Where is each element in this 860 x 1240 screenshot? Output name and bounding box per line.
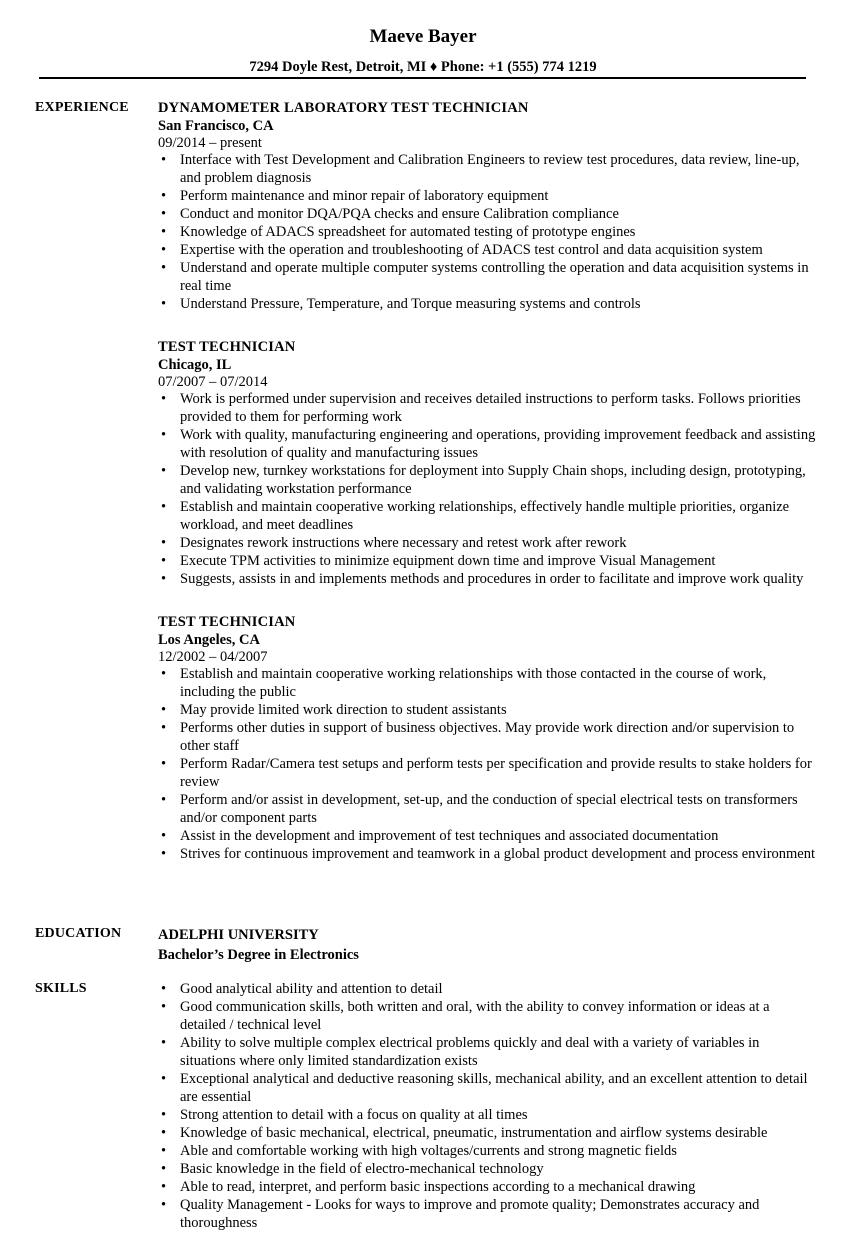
job-entry bbox=[158, 613, 818, 863]
bullet-item: • Assist in the development and improvement of test techniques and associated documentation bbox=[161, 828, 719, 844]
bullet-item: • Strives for continuous improvement and teamwork in a global product development and process environment bbox=[161, 846, 816, 862]
bullet-icon: • bbox=[161, 1125, 167, 1141]
header-divider bbox=[39, 77, 806, 79]
bullet-icon: • bbox=[161, 1071, 167, 1087]
job-location: Los Angeles, CA bbox=[158, 632, 260, 648]
bullet-item: • Performs other duties in support of business objectives. May provide work direction and/or supervision to other staff bbox=[161, 720, 795, 754]
job-title: TEST TECHNICIAN bbox=[158, 339, 296, 355]
bullet-item: • Interface with Test Development and Calibration Engineers to review test procedures, data review, line-up, and problem diagnosis bbox=[161, 152, 800, 186]
degree-name: Bachelor’s Degree in Electronics bbox=[158, 947, 359, 963]
skill-item: • Ability to solve multiple complex electrical problems quickly and deal with a variety of variables in situations where only limited standardization exists bbox=[161, 1035, 760, 1069]
job-location: Chicago, IL bbox=[158, 357, 232, 373]
section-label-education: EDUCATION bbox=[35, 926, 122, 941]
job-bullets bbox=[158, 390, 818, 588]
bullet-icon: • bbox=[161, 1107, 167, 1123]
bullet-item: • Develop new, turnkey workstations for deployment into Supply Chain shops, including design, prototyping, and validating workstation performance bbox=[161, 463, 806, 497]
bullet-icon: • bbox=[161, 152, 167, 168]
experience-content bbox=[158, 99, 818, 863]
section-label-skills: SKILLS bbox=[35, 981, 87, 996]
skill-item: • Able to read, interpret, and perform basic inspections according to a mechanical drawing bbox=[161, 1179, 696, 1195]
job-bullets bbox=[158, 665, 818, 863]
job-title: TEST TECHNICIAN bbox=[158, 614, 296, 630]
skill-item: • Basic knowledge in the field of electro-mechanical technology bbox=[161, 1161, 544, 1177]
job-dates: 07/2007 – 07/2014 bbox=[158, 374, 268, 390]
bullet-item: • Execute TPM activities to minimize equipment down time and improve Visual Management bbox=[161, 553, 716, 569]
bullet-item: • Establish and maintain cooperative working relationships with those contacted in the course of work, including the public bbox=[161, 666, 767, 700]
job-location: San Francisco, CA bbox=[158, 118, 274, 134]
bullet-item: • Designates rework instructions where necessary and retest work after rework bbox=[161, 535, 627, 551]
bullet-item: • Understand and operate multiple computer systems controlling the operation and data acquisition systems in real time bbox=[161, 260, 809, 294]
job-entry bbox=[158, 338, 818, 588]
job-dates: 12/2002 – 04/2007 bbox=[158, 649, 268, 665]
bullet-icon: • bbox=[161, 499, 167, 515]
bullet-icon: • bbox=[161, 720, 167, 736]
bullet-icon: • bbox=[161, 756, 167, 772]
bullet-icon: • bbox=[161, 792, 167, 808]
bullet-icon: • bbox=[161, 188, 167, 204]
bullet-icon: • bbox=[161, 1161, 167, 1177]
bullet-icon: • bbox=[161, 1197, 167, 1213]
skills-content bbox=[158, 980, 818, 1232]
skill-item: • Exceptional analytical and deductive reasoning skills, mechanical ability, and an excellent attention to detail are essential bbox=[161, 1071, 808, 1105]
bullet-item: • Perform Radar/Camera test setups and perform tests per specification and provide results to stake holders for review bbox=[161, 756, 812, 790]
bullet-icon: • bbox=[161, 846, 167, 862]
school-name: ADELPHI UNIVERSITY bbox=[158, 927, 319, 943]
bullet-item: • Perform and/or assist in development, set-up, and the conduction of special electrical tests on transformers and/or component parts bbox=[161, 792, 798, 826]
bullet-icon: • bbox=[161, 427, 167, 443]
job-title: DYNAMOMETER LABORATORY TEST TECHNICIAN bbox=[158, 100, 529, 116]
bullet-icon: • bbox=[161, 571, 167, 587]
job-dates: 09/2014 – present bbox=[158, 135, 262, 151]
bullet-icon: • bbox=[161, 463, 167, 479]
contact-line: 7294 Doyle Rest, Detroit, MI ♦ Phone: +1 (555) 774 1219 bbox=[249, 59, 597, 75]
bullet-icon: • bbox=[161, 260, 167, 276]
bullet-item: • Conduct and monitor DQA/PQA checks and ensure Calibration compliance bbox=[161, 206, 619, 222]
bullet-item: • May provide limited work direction to student assistants bbox=[161, 702, 507, 718]
section-label-experience: EXPERIENCE bbox=[35, 100, 129, 115]
skill-item: • Good analytical ability and attention to detail bbox=[161, 981, 443, 997]
job-bullets bbox=[158, 151, 818, 313]
bullet-icon: • bbox=[161, 1179, 167, 1195]
skill-item: • Knowledge of basic mechanical, electrical, pneumatic, instrumentation and airflow systems desirable bbox=[161, 1125, 768, 1141]
bullet-icon: • bbox=[161, 242, 167, 258]
job-entry bbox=[158, 99, 818, 313]
bullet-icon: • bbox=[161, 666, 167, 682]
bullet-item: • Work is performed under supervision and receives detailed instructions to perform tasks. Follows priorities provided to them for performing work bbox=[161, 391, 801, 425]
skill-item: • Strong attention to detail with a focus on quality at all times bbox=[161, 1107, 528, 1123]
bullet-icon: • bbox=[161, 553, 167, 569]
bullet-icon: • bbox=[161, 206, 167, 222]
bullet-item: • Establish and maintain cooperative working relationships, effectively handle multiple priorities, organize workload, and meet deadlines bbox=[161, 499, 790, 533]
bullet-item: • Knowledge of ADACS spreadsheet for automated testing of prototype engines bbox=[161, 224, 636, 240]
bullet-item: • Suggests, assists in and implements methods and procedures in order to facilitate and improve work quality bbox=[161, 571, 804, 587]
skill-item: • Good communication skills, both written and oral, with the ability to convey information or ideas at a detailed / technical level bbox=[161, 999, 770, 1033]
bullet-icon: • bbox=[161, 1035, 167, 1051]
skill-item: • Able and comfortable working with high voltages/currents and strong magnetic fields bbox=[161, 1143, 677, 1159]
skills-list bbox=[158, 980, 818, 1232]
bullet-icon: • bbox=[161, 1143, 167, 1159]
education-content bbox=[158, 925, 818, 965]
bullet-icon: • bbox=[161, 391, 167, 407]
bullet-icon: • bbox=[161, 224, 167, 240]
candidate-name: Maeve Bayer bbox=[369, 26, 477, 47]
bullet-item: • Understand Pressure, Temperature, and Torque measuring systems and controls bbox=[161, 296, 641, 312]
bullet-icon: • bbox=[161, 296, 167, 312]
bullet-icon: • bbox=[161, 981, 167, 997]
bullet-item: • Expertise with the operation and troubleshooting of ADACS test control and data acquisition system bbox=[161, 242, 763, 258]
bullet-icon: • bbox=[161, 828, 167, 844]
bullet-icon: • bbox=[161, 999, 167, 1015]
skill-item: • Quality Management - Looks for ways to improve and promote quality; Demonstrates accuracy and thoroughness bbox=[161, 1197, 760, 1231]
bullet-icon: • bbox=[161, 535, 167, 551]
bullet-icon: • bbox=[161, 702, 167, 718]
bullet-item: • Perform maintenance and minor repair of laboratory equipment bbox=[161, 188, 549, 204]
bullet-item: • Work with quality, manufacturing engineering and operations, providing improvement feedback and assisting with resolution of quality and manufacturing issues bbox=[161, 427, 816, 461]
